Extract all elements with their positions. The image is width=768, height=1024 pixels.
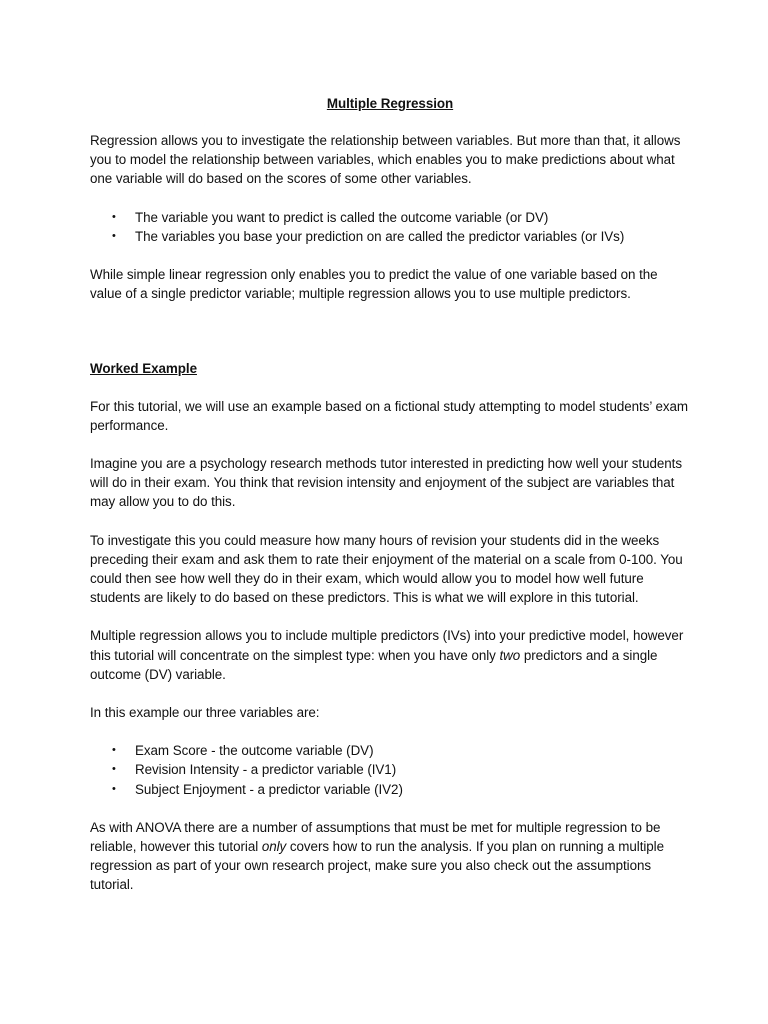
bullet-icon: • [112, 763, 116, 776]
section-heading-worked-example: Worked Example [90, 361, 197, 377]
example-paragraph-4 [90, 626, 690, 684]
list-item-text: Exam Score - the outcome variable (DV) [135, 743, 374, 759]
intro-paragraph-1: Regression allows you to investigate the relationship between variables. But more than that, it allows you to model the relationship between variables, which enables you to make predictions about what one variable will do based on the scores of some other variables. [90, 133, 681, 187]
variables-bullet-list [90, 741, 690, 799]
list-item-text: The variable you want to predict is called the outcome variable (or DV) [135, 209, 549, 225]
example-paragraph-6 [90, 818, 690, 895]
bullet-icon: • [112, 782, 116, 795]
example-paragraph-2: Imagine you are a psychology research methods tutor interested in predicting how well your students will do in their exam. You think that revision intensity and enjoyment of the subject are variables that may allow you to do this. [90, 456, 683, 510]
document-page [90, 94, 690, 914]
list-item [90, 760, 690, 779]
intro-paragraph-2: While simple linear regression only enables you to predict the value of one variable based on the value of a single predictor variable; multiple regression allows you to use multiple predictors. [90, 267, 658, 302]
list-item-text: Revision Intensity - a predictor variable (IV1) [135, 762, 397, 778]
example-paragraph-5: In this example our three variables are: [90, 705, 320, 721]
list-item-text: The variables you base your prediction on are called the predictor variables (or IVs) [135, 228, 625, 244]
section-spacer [90, 322, 690, 359]
emphasis-text: two [499, 647, 521, 663]
intro-bullet-list [90, 208, 690, 246]
list-item [90, 780, 690, 799]
example-paragraph-1: For this tutorial, we will use an example based on a fictional study attempting to model students’ exam performance. [90, 398, 688, 433]
example-paragraph-3: To investigate this you could measure how many hours of revision your students did in the weeks preceding their exam and ask them to rate their enjoyment of the material on a scale from 0-100. You could then see how well they do in their exam, which would allow you to model how well future students are likely to do based on these predictors. This is what we will explore in this tutorial. [90, 532, 683, 606]
list-item [90, 741, 690, 760]
bullet-icon: • [112, 210, 116, 223]
list-item [90, 208, 690, 227]
text-run: covers how to run the analysis. If you plan on running a multiple regression as part of your own research project, make sure you also check out the assumptions tutorial. [90, 839, 665, 893]
text-run: Multiple regression allows you to include multiple predictors (IVs) into your predictive model, however this tutorial will concentrate on the simplest type: when you have only [90, 628, 684, 663]
emphasis-text: only [261, 839, 287, 855]
page-title: Multiple Regression [326, 96, 454, 111]
bullet-icon: • [112, 744, 116, 757]
bullet-icon: • [112, 229, 116, 242]
text-run: As with ANOVA there are a number of assumptions that must be met for multiple regression to be reliable, however this tutorial [90, 819, 661, 855]
list-item [90, 227, 690, 246]
list-item-text: Subject Enjoyment - a predictor variable (IV2) [135, 781, 403, 797]
text-run: predictors and a single outcome (DV) variable. [90, 647, 658, 682]
